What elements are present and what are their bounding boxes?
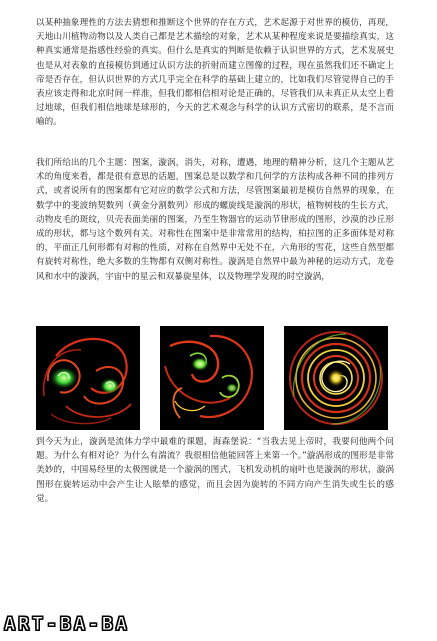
paragraph-2: 我们所给出的几个主题：图案，漩涡，消失，对称，遭遇，地理的精神分析，这几个主题从艺术的角度来看，都是很有意思的话题，图案总是以数学和几何学的方法构成各种不同的排列方式，或者说所有的图案都有它对应的数学公式和方法，尽管图案最初是模仿自然界的现象，在数学中的斐波纳契数列（黄金分割数列）形成的螺旋线是漩涡的形状，植物树枝的生长方式，动物皮毛的斑纹，贝壳表面美丽的图案，乃至生物器官的运动节律形成的图形，沙漠的沙丘形成的形状，都与这个数列有关。对称性在图案中是非常常用的结构，柏拉图的正多面体是对称的，平面正几何形都有对称的性质，对称在自然界中无处不在，六角形的雪花，这些自然型都有旋转对称性，绝大多数的生物都有双侧对称性。漩涡是自然界中最为神秘的运动方式，龙卷风和水中的漩涡，宇宙中的星云和双暴旋星体，以及物理学发现的时空漩涡，: [36, 158, 394, 282]
spiral-vortex-photo: [284, 326, 388, 430]
vortex-swirl-photo: [160, 326, 264, 430]
concentric-spiral-image: [284, 326, 388, 430]
site-watermark: ART-BA-BA: [4, 613, 130, 635]
turbulent-swirl-image: [160, 326, 264, 430]
paragraph-1: 以某种抽象理性的方法去猜想和推断这个世界的存在方式，艺术起源于对世界的模仿，再现，天地山川植物动物以及人类自己都是艺术描绘的对象，艺术从某种程度来说是要描绘真实，这种真实通常是指感性经验的真实。但什么是真实的判断是依赖于认识世界的方式，艺术发展史也是从对表象的直接模仿到通过认识方法的折射而建立图像的过程，现在虽然我们还不确定上帝是否存在，但认识世界的方式几乎完全在科学的基础上建立的，比如我们尽管觉得自己的手表应该走得和北京时间一样准，但我们都相信相对论是正确的，尽管我们从未真正从太空上看过地球，但我们相信地球是球形的，今天的艺术观念与科学的认识方式密切的联系，是不言而喻的。: [36, 18, 394, 128]
paragraph-3: 到今天为止，漩涡是流体力学中最难的课题，海森堡说：“当我去见上帝时，我要问他两个问题。为什么有相对论？为什么有湍流？我很相信他能回答上来第一个。”漩涡形成的图形是非常美妙的，中国易经里的太极图就是一个漩涡的图式，飞机发动机的扇叶也是漩涡的形状，漩涡图形在旋转运动中会产生让人眩晕的感觉，而且会因为旋转的不同方向产生消失或生长的感觉。: [36, 437, 394, 504]
vortex-pair-photo: [36, 326, 140, 430]
twin-vortex-image: [36, 326, 140, 430]
